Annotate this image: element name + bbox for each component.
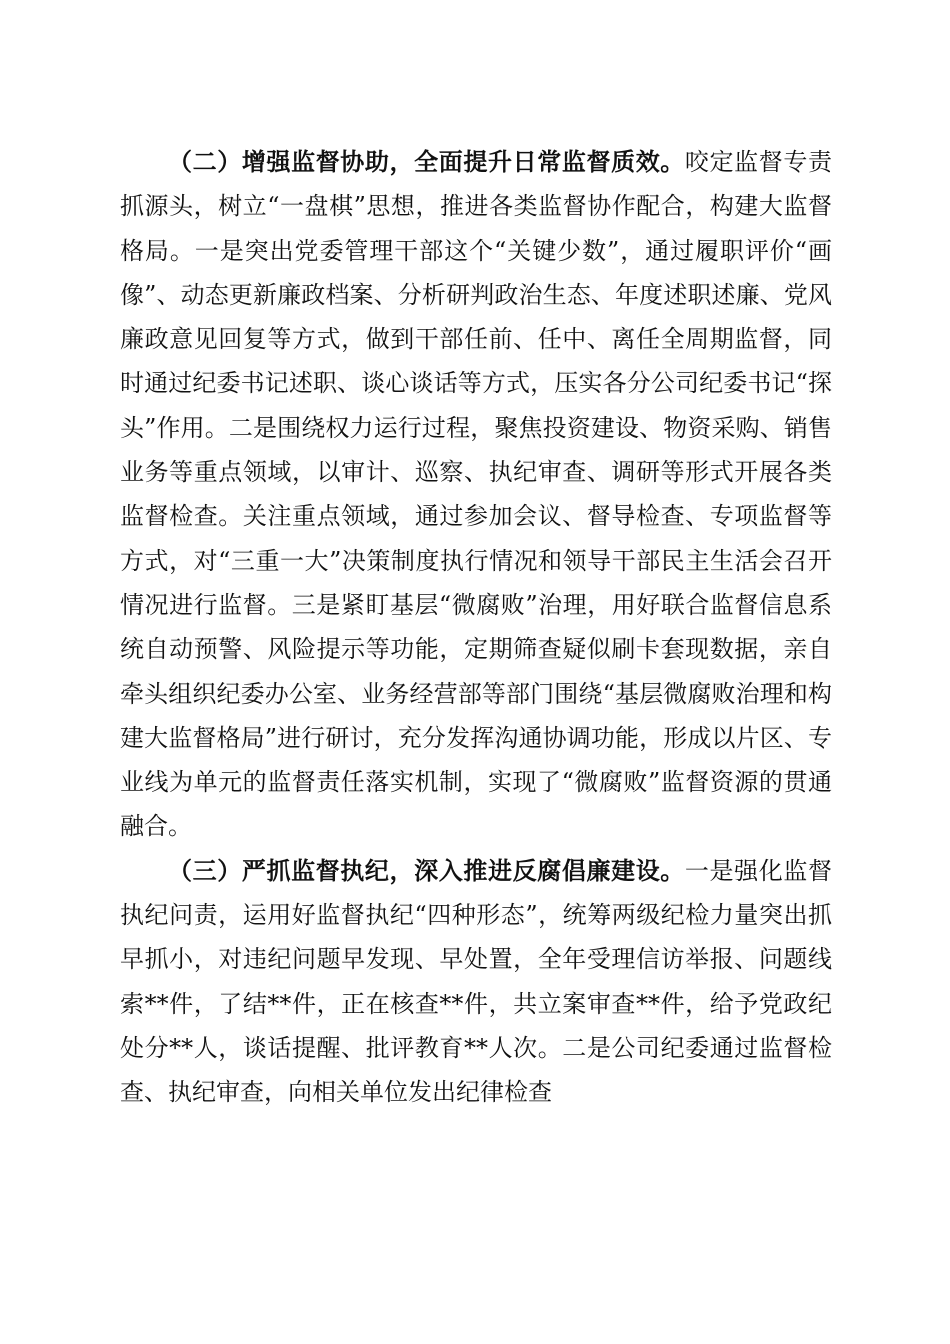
section-3-body: 一是强化监督执纪问责，运用好监督执纪“四种形态”，统筹两级纪检力量突出抓早抓小，对违纪问题早发现、早处置，全年受理信访举报、问题线索**件，了结**件，正在核查**件，共立案审查**件，给予党政纪处分**人，谈话提醒、批评教育**人次。二是公司纪委通过监督检查、执纪审查，向相关单位发出纪律检查 — [120, 856, 832, 1107]
section-3-heading: （三）严抓监督执纪，深入推进反腐倡廉建设。 — [168, 855, 685, 885]
paragraph-section-3 — [120, 849, 832, 1115]
paragraph-section-2 — [120, 140, 832, 849]
document-body — [120, 140, 832, 1115]
section-2-heading: （二）增强监督协助，全面提升日常监督质效。 — [168, 147, 685, 176]
section-2-body: 咬定监督专责抓源头，树立“一盘棋”思想，推进各类监督协作配合，构建大监督格局。一是突出党委管理干部这个“关键少数”，通过履职评价“画像”、动态更新廉政档案、分析研判政治生态、年度述职述廉、党风廉政意见回复等方式，做到干部任前、任中、离任全周期监督，同时通过纪委书记述职、谈心谈话等方式，压实各分公司纪委书记“探头”作用。二是围绕权力运行过程，聚焦投资建设、物资采购、销售业务等重点领域，以审计、巡察、执纪审查、调研等形式开展各类监督检查。关注重点领域，通过参加会议、督导检查、专项监督等方式，对“三重一大”决策制度执行情况和领导干部民主生活会召开情况进行监督。三是紧盯基层“微腐败”治理，用好联合监督信息系统自动预警、风险提示等功能，定期筛查疑似刷卡套现数据，亲自牵头组织纪委办公室、业务经营部等部门围绕“基层微腐败治理和构建大监督格局”进行研讨，充分发挥沟通协调功能，形成以片区、专业线为单元的监督责任落实机制，实现了“微腐败”监督资源的贯通融合。 — [120, 148, 832, 841]
